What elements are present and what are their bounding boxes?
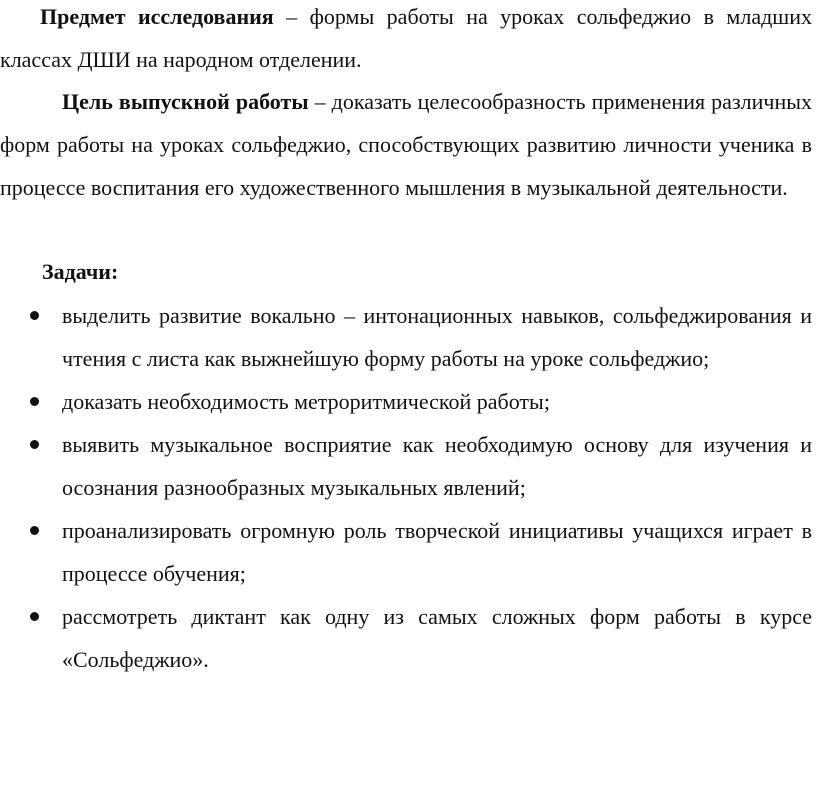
task-text: проанализировать огромную роль творческой инициативы учащихся играет в процессе обучения; [62, 518, 812, 586]
task-item [0, 595, 812, 681]
task-item [0, 380, 812, 423]
thesis-goal-paragraph [0, 80, 812, 209]
task-item [0, 294, 812, 380]
thesis-goal-text: – доказать целесообразность применения различных форм работы на уроках сольфеджио, способствующих развитию личности ученика в процессе воспитания его художественного мышления в музыкальной деятельности. [0, 89, 813, 200]
bullet-icon [30, 397, 39, 406]
thesis-goal-term: Цель выпускной работы [62, 89, 309, 114]
research-subject-paragraph [0, 0, 812, 81]
task-item [0, 423, 812, 509]
research-subject-text: – формы работы на уроках сольфеджио в младших классах ДШИ на народном отделении. [0, 4, 812, 72]
bullet-icon [30, 311, 39, 320]
task-text: выделить развитие вокально – интонационных навыков, сольфеджирования и чтения с листа как выжнейшую форму работы на уроке сольфеджио; [62, 303, 812, 371]
bullet-icon [30, 526, 39, 535]
task-text: доказать необходимость метроритмической работы; [62, 389, 550, 414]
tasks-list [0, 294, 812, 681]
task-text: рассмотреть диктант как одну из самых сложных форм работы в курсе «Сольфеджио». [62, 604, 812, 672]
tasks-heading: Задачи: [42, 259, 119, 284]
task-item [0, 509, 812, 595]
task-text: выявить музыкальное восприятие как необходимую основу для изучения и осознания разнообразных музыкальных явлений; [62, 432, 812, 500]
bullet-icon [30, 440, 39, 449]
research-subject-term: Предмет исследования [40, 4, 274, 29]
bullet-icon [30, 612, 39, 621]
